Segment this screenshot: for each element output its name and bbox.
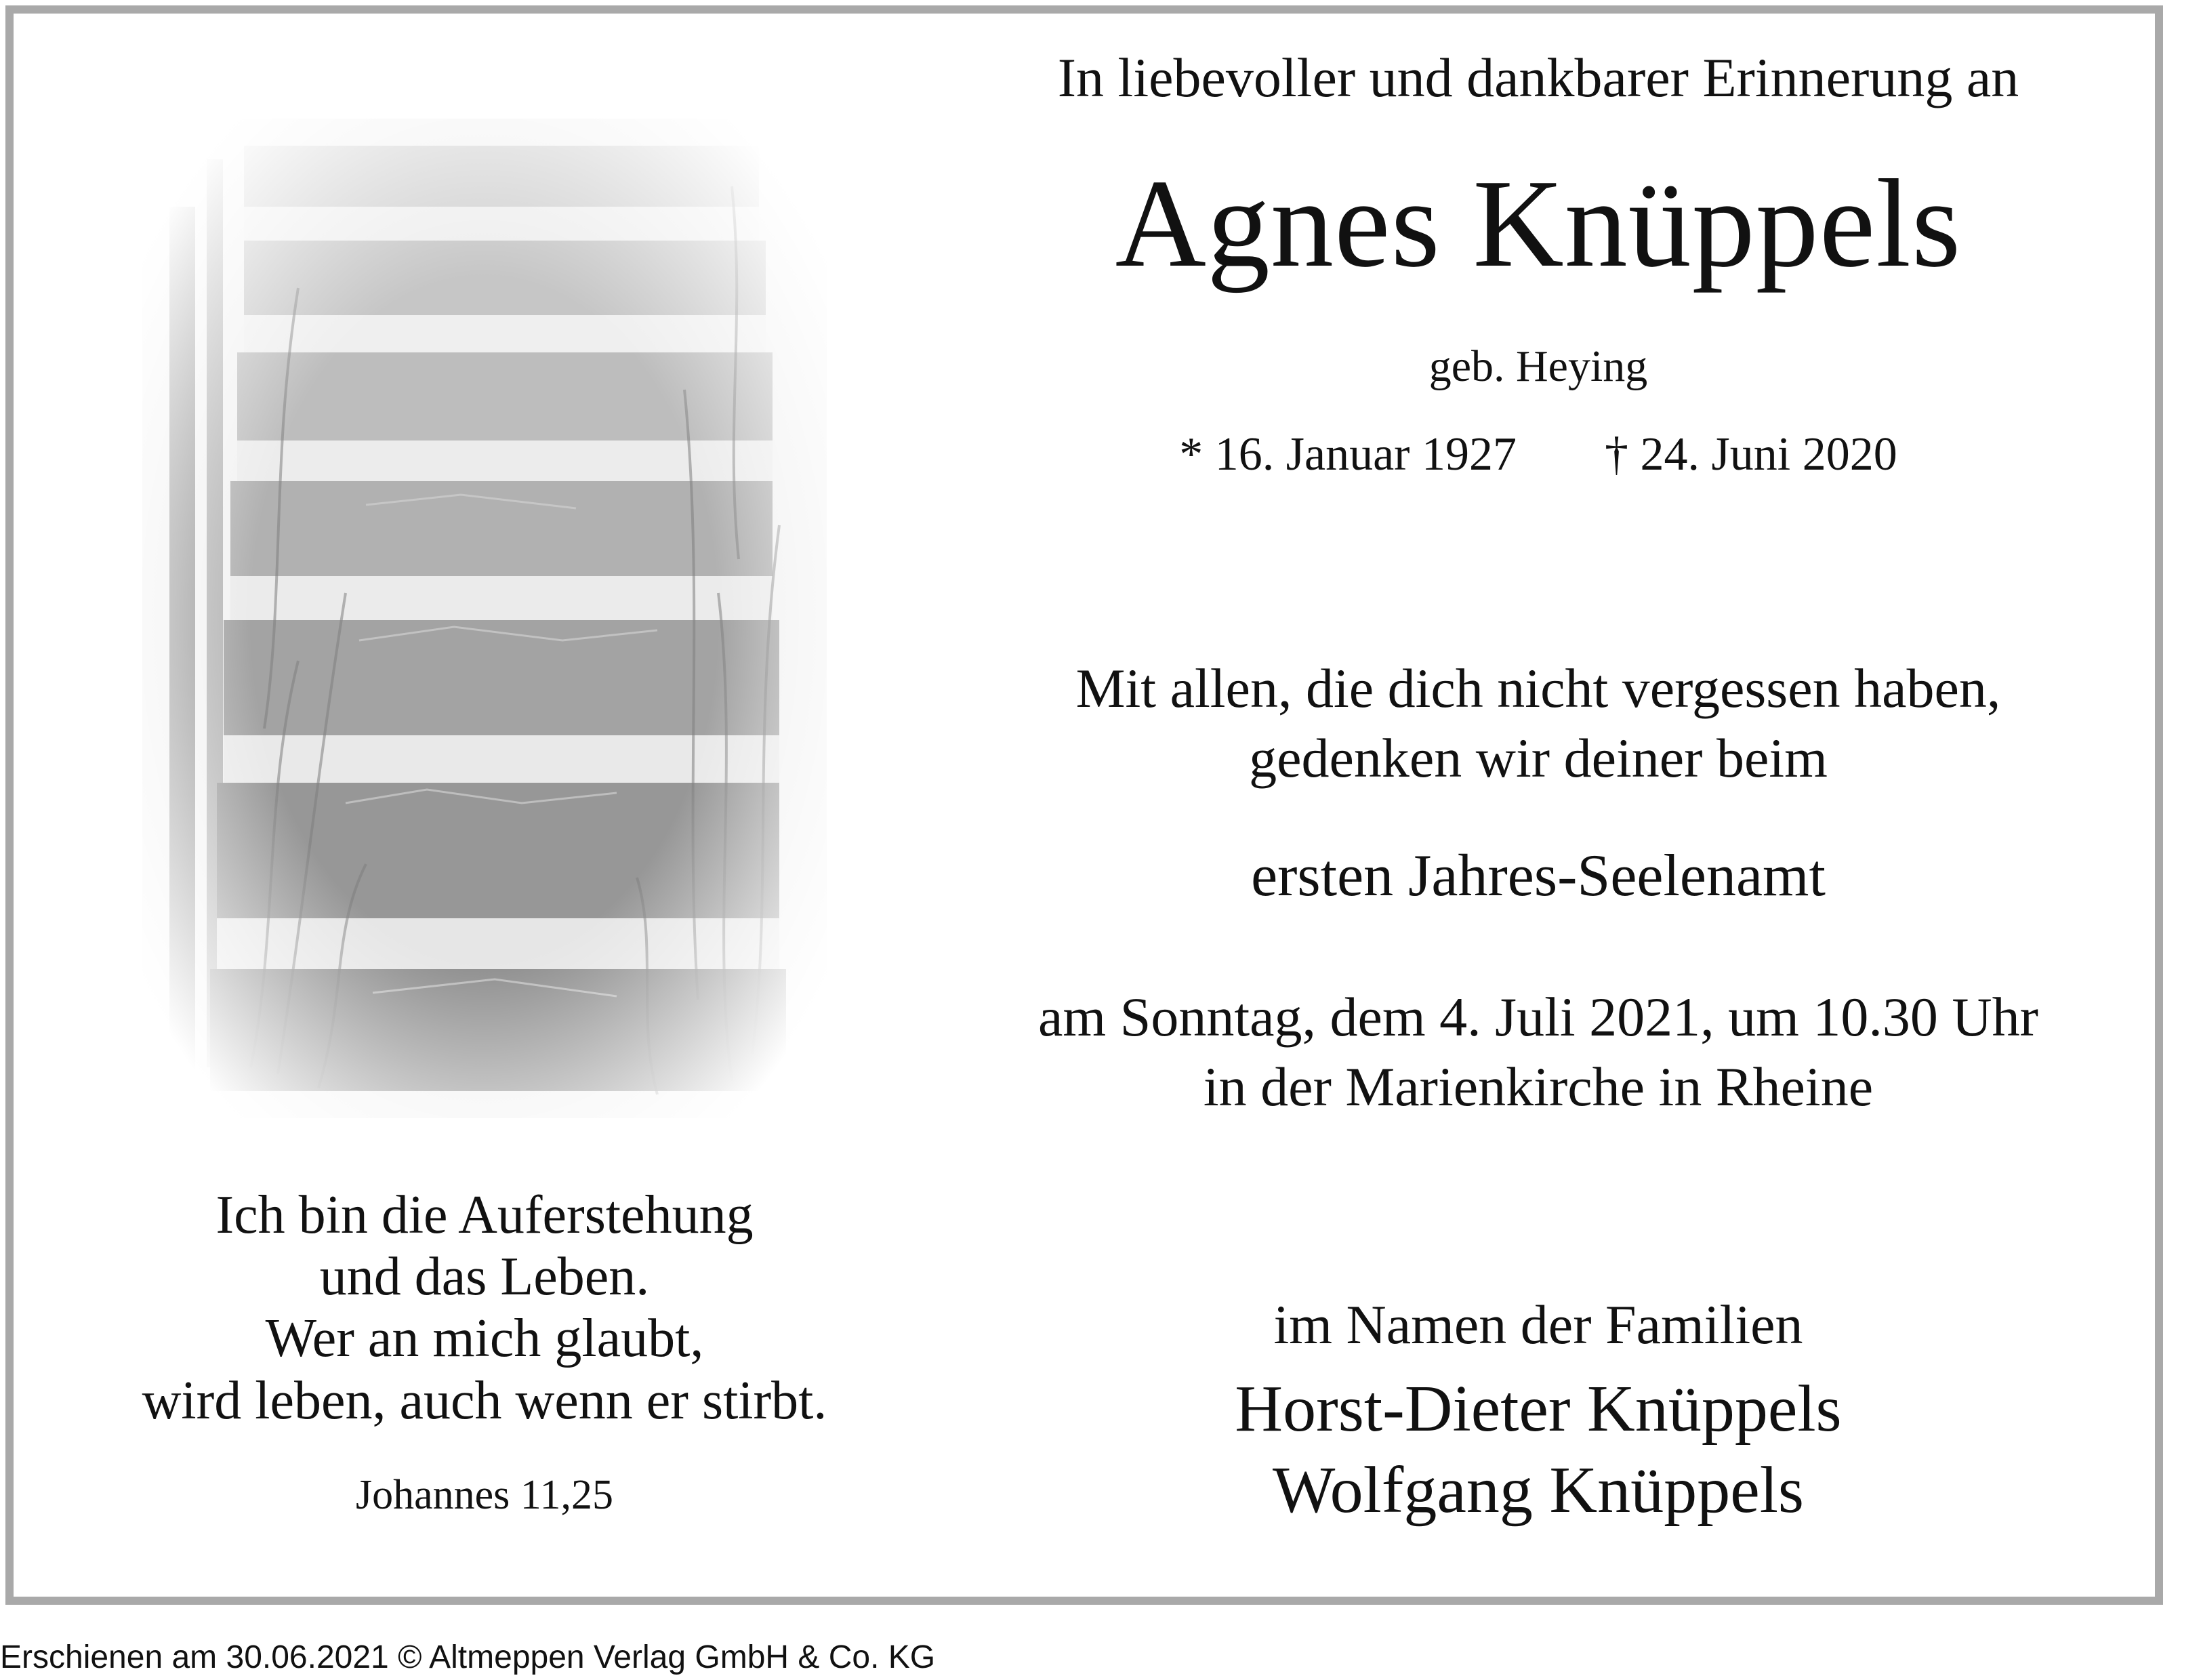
- intro-line: In liebevoller und dankbarer Erinnerung an: [1057, 47, 2019, 108]
- stone-stairs-photo: [142, 119, 827, 1118]
- verse-line: Ich bin die Auferstehung: [215, 1185, 754, 1245]
- life-dates: [939, 428, 2138, 480]
- maiden-name: geb. Heying: [1428, 342, 1648, 391]
- verse-line: wird leben, auch wenn er stirbt.: [142, 1370, 827, 1431]
- family-names: [939, 1369, 2138, 1531]
- publication-footer: Erschienen am 30.06.2021 © Altmeppen Verlag GmbH & Co. KG: [0, 1639, 936, 1675]
- remembrance-line: gedenken wir deiner beim: [1249, 726, 1828, 789]
- verse-line: und das Leben.: [319, 1247, 650, 1307]
- family-intro: im Namen der Familien: [1273, 1294, 1803, 1355]
- deceased-name: Agnes Knüppels: [1115, 154, 1962, 293]
- birth-date: * 16. Januar 1927: [1179, 428, 1517, 480]
- family-name: Wolfgang Knüppels: [1272, 1453, 1805, 1527]
- service-details: [939, 983, 2138, 1122]
- memorial-mass: ersten Jahres-Seelenamt: [1251, 843, 1826, 909]
- bible-verse: [102, 1185, 867, 1432]
- death-date: † 24. Juni 2020: [1605, 428, 1897, 480]
- verse-line: Wer an mich glaubt,: [265, 1309, 704, 1369]
- verse-reference: Johannes 11,25: [356, 1472, 613, 1518]
- family-name: Horst-Dieter Knüppels: [1235, 1372, 1842, 1446]
- stairs-illustration-icon: [142, 119, 827, 1118]
- service-date-line: am Sonntag, dem 4. Juli 2021, um 10.30 Uhr: [1038, 986, 2038, 1048]
- service-location-line: in der Marienkirche in Rheine: [1203, 1055, 1874, 1118]
- remembrance-text: [939, 654, 2138, 793]
- remembrance-line: Mit allen, die dich nicht vergessen haben,: [1075, 657, 2001, 719]
